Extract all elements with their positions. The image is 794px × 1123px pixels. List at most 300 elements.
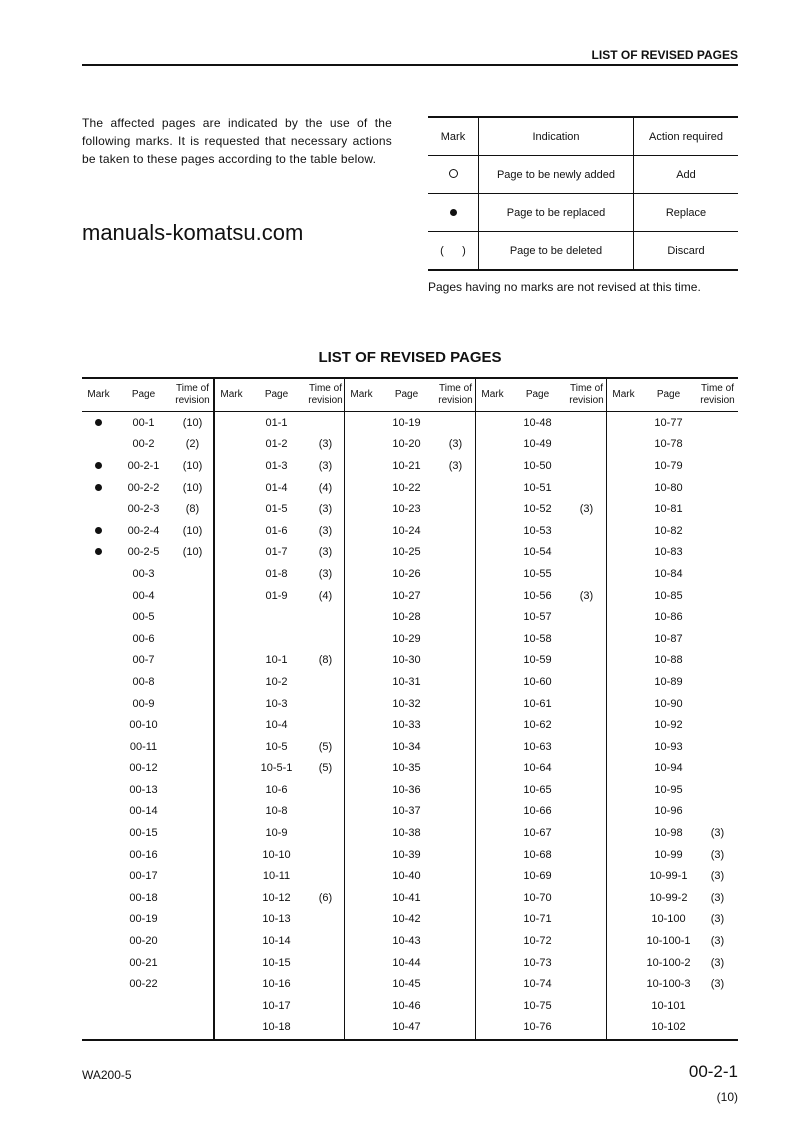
header-action: Action required <box>634 117 739 156</box>
page-cell: 10-64 <box>523 762 552 775</box>
page-cell: 10-83 <box>654 546 683 559</box>
table-row <box>215 1017 346 1039</box>
page-cell: 10-58 <box>523 632 552 645</box>
table-row <box>345 671 476 693</box>
table-row <box>345 801 476 823</box>
column-group-4 <box>475 379 607 1039</box>
header-mark: Mark <box>428 117 479 156</box>
page-cell: 10-15 <box>262 956 291 969</box>
table-row <box>345 887 476 909</box>
table-row <box>607 477 738 499</box>
revision-cell: (10) <box>182 459 203 472</box>
marks-row-add <box>428 156 738 194</box>
table-row <box>215 822 346 844</box>
page-cell: 01-4 <box>265 481 288 494</box>
table-row <box>476 736 607 758</box>
table-row <box>607 995 738 1017</box>
table-row <box>607 585 738 607</box>
revision-cell: (5) <box>318 740 333 753</box>
page-cell: 10-33 <box>392 719 421 732</box>
table-row <box>345 779 476 801</box>
table-row <box>82 973 213 995</box>
page-cell: 10-43 <box>392 935 421 948</box>
table-row <box>345 930 476 952</box>
page-cell: 10-20 <box>392 438 421 451</box>
revision-cell: (3) <box>710 870 725 883</box>
mark-cell <box>428 194 479 232</box>
table-row <box>215 930 346 952</box>
table-row <box>345 563 476 585</box>
revision-cell: (10) <box>182 524 203 537</box>
table-row <box>476 628 607 650</box>
column-header <box>345 379 476 412</box>
table-row <box>82 693 213 715</box>
page-cell: 10-69 <box>523 870 552 883</box>
filled-dot-icon <box>95 548 102 555</box>
page-cell: 10-2 <box>265 675 288 688</box>
revision-cell: (3) <box>579 503 594 516</box>
page-cell: 10-72 <box>523 935 552 948</box>
table-row <box>476 758 607 780</box>
table-row <box>82 865 213 887</box>
table-row <box>215 434 346 456</box>
header-time-line2: revision <box>308 395 343 406</box>
table-row <box>215 779 346 801</box>
table-row <box>82 930 213 952</box>
column-group-3 <box>344 379 476 1039</box>
page-cell: 00-16 <box>129 848 158 861</box>
page-cell: 10-17 <box>262 999 291 1012</box>
page-cell: 10-5-1 <box>260 762 293 775</box>
page-cell: 10-35 <box>392 762 421 775</box>
revision-cell: (10) <box>182 546 203 559</box>
page-cell: 10-42 <box>392 913 421 926</box>
page-cell: 10-47 <box>392 1021 421 1034</box>
page-cell: 10-62 <box>523 719 552 732</box>
column-header <box>215 379 346 412</box>
table-row <box>607 628 738 650</box>
page-cell: 10-76 <box>523 1021 552 1034</box>
table-row <box>215 542 346 564</box>
table-row <box>345 693 476 715</box>
table-row <box>607 736 738 758</box>
marks-legend-table <box>428 116 738 271</box>
table-row <box>476 714 607 736</box>
revision-cell: (2) <box>185 438 200 451</box>
action: Replace <box>634 194 739 232</box>
table-row <box>82 822 213 844</box>
revision-cell: (4) <box>318 589 333 602</box>
table-row <box>607 434 738 456</box>
page-cell: 00-9 <box>132 697 155 710</box>
revision-cell: (5) <box>318 762 333 775</box>
table-row <box>476 779 607 801</box>
table-row <box>345 585 476 607</box>
table-row <box>82 671 213 693</box>
header-time-line1: Time of <box>570 383 603 394</box>
page-cell: 00-15 <box>129 827 158 840</box>
mark-cell <box>428 156 479 194</box>
page-cell: 10-63 <box>523 740 552 753</box>
page-cell: 10-93 <box>654 740 683 753</box>
page-cell: 00-17 <box>129 870 158 883</box>
table-row <box>215 973 346 995</box>
page-cell: 10-85 <box>654 589 683 602</box>
table-row <box>215 455 346 477</box>
page-cell: 10-1 <box>265 654 288 667</box>
watermark: manuals-komatsu.com <box>82 220 304 245</box>
page-cell: 00-2-1 <box>127 459 160 472</box>
table-row <box>215 952 346 974</box>
table-row <box>345 498 476 520</box>
page-cell: 01-1 <box>265 416 288 429</box>
action: Add <box>634 156 739 194</box>
header-time-line1: Time of <box>176 383 209 394</box>
page-cell: 10-27 <box>392 589 421 602</box>
page-cell: 00-10 <box>129 719 158 732</box>
table-row <box>476 909 607 931</box>
table-row <box>345 714 476 736</box>
page-cell: 10-75 <box>523 999 552 1012</box>
page-cell: 10-74 <box>523 978 552 991</box>
revision-cell: (3) <box>318 459 333 472</box>
table-row <box>215 995 346 1017</box>
page-cell: 10-79 <box>654 459 683 472</box>
page-cell: 00-2 <box>132 438 155 451</box>
page-cell: 10-70 <box>523 891 552 904</box>
page-cell: 10-12 <box>262 891 291 904</box>
table-row <box>215 563 346 585</box>
table-row <box>82 758 213 780</box>
table-row <box>476 520 607 542</box>
intro-paragraph: The affected pages are indicated by the use of the following marks. It is requested that necessary actions be taken to these pages according to the table below. <box>82 116 392 166</box>
table-row <box>607 714 738 736</box>
table-row <box>215 758 346 780</box>
page-cell: 00-21 <box>129 956 158 969</box>
page-cell: 10-96 <box>654 805 683 818</box>
table-row <box>215 477 346 499</box>
table-row <box>476 822 607 844</box>
page-cell: 10-101 <box>651 999 686 1012</box>
table-row <box>345 434 476 456</box>
page-cell: 10-100-3 <box>646 978 691 991</box>
page-cell: 10-68 <box>523 848 552 861</box>
page-cell: 10-19 <box>392 416 421 429</box>
table-row <box>345 952 476 974</box>
page-cell: 00-5 <box>132 611 155 624</box>
header-time-line1: Time of <box>439 383 472 394</box>
header-time-of-revision <box>697 383 738 407</box>
table-row <box>607 844 738 866</box>
table-row <box>476 498 607 520</box>
model-number: WA200-5 <box>82 1068 132 1082</box>
table-row <box>476 801 607 823</box>
page-cell: 10-51 <box>523 481 552 494</box>
page-cell: 10-87 <box>654 632 683 645</box>
page-cell: 10-61 <box>523 697 552 710</box>
page-cell: 00-18 <box>129 891 158 904</box>
header-time-line2: revision <box>700 395 735 406</box>
header-time-line1: Time of <box>309 383 342 394</box>
header-time-line2: revision <box>175 395 210 406</box>
revision-cell: (3) <box>579 589 594 602</box>
table-row <box>345 865 476 887</box>
table-row <box>607 887 738 909</box>
table-row <box>215 650 346 672</box>
page-cell: 00-1 <box>132 416 155 429</box>
page-cell: 10-4 <box>265 719 288 732</box>
page-cell: 10-38 <box>392 827 421 840</box>
page-cell: 10-50 <box>523 459 552 472</box>
table-row <box>607 779 738 801</box>
page-cell: 10-24 <box>392 524 421 537</box>
page-cell: 10-37 <box>392 805 421 818</box>
table-row <box>215 606 346 628</box>
table-row <box>607 606 738 628</box>
page-cell: 10-99-1 <box>649 870 688 883</box>
marks-header-row <box>428 117 738 156</box>
page-cell: 10-65 <box>523 783 552 796</box>
table-row <box>215 498 346 520</box>
revision-cell: (3) <box>710 978 725 991</box>
table-row <box>215 844 346 866</box>
page-cell: 10-92 <box>654 719 683 732</box>
table-row <box>215 693 346 715</box>
table-row <box>476 865 607 887</box>
table-row <box>82 736 213 758</box>
page-cell: 10-67 <box>523 827 552 840</box>
table-row <box>607 930 738 952</box>
table-row <box>607 455 738 477</box>
page-cell: 10-23 <box>392 503 421 516</box>
table-row <box>607 822 738 844</box>
page-cell: 00-14 <box>129 805 158 818</box>
revision-cell: (3) <box>710 956 725 969</box>
header-time-line2: revision <box>569 395 604 406</box>
column-header <box>82 379 213 412</box>
table-row <box>345 542 476 564</box>
indication: Page to be replaced <box>479 194 634 232</box>
page-cell: 00-4 <box>132 589 155 602</box>
page-cell: 00-12 <box>129 762 158 775</box>
page-number: 00-2-1 <box>688 1062 738 1081</box>
page-cell: 10-9 <box>265 827 288 840</box>
filled-dot-icon <box>450 209 457 216</box>
indication: Page to be newly added <box>479 156 634 194</box>
table-row <box>215 714 346 736</box>
table-row <box>476 671 607 693</box>
table-row <box>82 542 213 564</box>
table-row <box>345 650 476 672</box>
page-cell: 10-71 <box>523 913 552 926</box>
table-row <box>345 520 476 542</box>
table-row <box>345 909 476 931</box>
revision-cell: (3) <box>318 546 333 559</box>
page-cell: 10-100 <box>651 913 686 926</box>
header-page: Page <box>131 389 156 400</box>
page-cell: 10-102 <box>651 1021 686 1034</box>
page-cell: 10-90 <box>654 697 683 710</box>
marks-row-replace <box>428 194 738 232</box>
page-cell: 10-21 <box>392 459 421 472</box>
page-cell: 10-99-2 <box>649 891 688 904</box>
table-row <box>476 844 607 866</box>
table-row <box>476 606 607 628</box>
revision-cell: (3) <box>710 891 725 904</box>
note-text: Pages having no marks are not revised at this time. <box>428 280 701 294</box>
page-cell: 01-6 <box>265 524 288 537</box>
page-cell: 10-49 <box>523 438 552 451</box>
table-row <box>82 585 213 607</box>
page-cell: 10-5 <box>265 740 288 753</box>
table-row <box>345 628 476 650</box>
page-cell: 10-94 <box>654 762 683 775</box>
revision-cell: (10) <box>182 481 203 494</box>
table-row <box>476 585 607 607</box>
table-row <box>607 1017 738 1039</box>
page-cell: 10-11 <box>262 870 291 883</box>
mark-cell <box>82 417 115 429</box>
page-cell: 00-2-5 <box>127 546 160 559</box>
page-cell: 10-56 <box>523 589 552 602</box>
table-row <box>476 930 607 952</box>
revision-cell: (8) <box>318 654 333 667</box>
table-row <box>476 952 607 974</box>
table-row <box>82 887 213 909</box>
column-group-2 <box>213 379 346 1039</box>
revision-number: (10) <box>716 1090 738 1104</box>
page-cell: 10-6 <box>265 783 288 796</box>
table-row <box>607 952 738 974</box>
page-cell: 00-11 <box>129 740 158 753</box>
table-row <box>82 714 213 736</box>
mark-cell <box>82 525 115 537</box>
table-row <box>82 477 213 499</box>
page-cell: 10-100-2 <box>646 956 691 969</box>
header-time-of-revision <box>305 383 346 407</box>
table-row <box>215 887 346 909</box>
table-row <box>345 822 476 844</box>
column-header <box>607 379 738 412</box>
revision-cell: (6) <box>318 891 333 904</box>
table-row <box>476 1017 607 1039</box>
page-cell: 10-22 <box>392 481 421 494</box>
revision-cell: (8) <box>185 503 200 516</box>
revision-cell: (3) <box>318 567 333 580</box>
table-row <box>82 779 213 801</box>
revision-cell: (3) <box>318 524 333 537</box>
table-row <box>607 758 738 780</box>
page-cell: 10-84 <box>654 567 683 580</box>
table-row <box>345 995 476 1017</box>
table-row <box>345 736 476 758</box>
header-mark: Mark <box>350 389 373 400</box>
table-row <box>215 865 346 887</box>
table-row <box>476 693 607 715</box>
table-row <box>215 801 346 823</box>
page-cell: 10-28 <box>392 611 421 624</box>
page-cell: 10-18 <box>262 1021 291 1034</box>
table-row <box>215 909 346 931</box>
page-cell: 00-6 <box>132 632 155 645</box>
table-row <box>476 650 607 672</box>
table-row <box>82 563 213 585</box>
page-cell: 10-77 <box>654 416 683 429</box>
revision-cell: (3) <box>710 848 725 861</box>
page-cell: 10-52 <box>523 503 552 516</box>
page-cell: 10-66 <box>523 805 552 818</box>
page-cell: 10-80 <box>654 481 683 494</box>
header-time-of-revision <box>172 383 213 407</box>
revision-cell: (4) <box>318 481 333 494</box>
page-cell: 01-9 <box>265 589 288 602</box>
table-row <box>215 585 346 607</box>
column-group-5 <box>606 379 738 1039</box>
table-row <box>82 801 213 823</box>
page-cell: 10-60 <box>523 675 552 688</box>
header-mark: Mark <box>87 389 110 400</box>
page-cell: 10-95 <box>654 783 683 796</box>
page-cell: 10-82 <box>654 524 683 537</box>
page-cell: 10-98 <box>654 827 683 840</box>
page-cell: 10-16 <box>262 978 291 991</box>
table-row <box>345 477 476 499</box>
table-row <box>607 650 738 672</box>
revision-cell: (10) <box>182 416 203 429</box>
header-time-of-revision <box>566 383 607 407</box>
revision-cell: (3) <box>710 935 725 948</box>
filled-dot-icon <box>95 484 102 491</box>
page-cell: 10-31 <box>392 675 421 688</box>
page-cell: 10-100-1 <box>646 935 691 948</box>
header-mark: Mark <box>612 389 635 400</box>
page-cell: 10-55 <box>523 567 552 580</box>
table-row <box>215 671 346 693</box>
page-cell: 10-8 <box>265 805 288 818</box>
table-row <box>476 563 607 585</box>
table-row <box>345 973 476 995</box>
indication: Page to be deleted <box>479 232 634 271</box>
action: Discard <box>667 244 705 257</box>
table-row <box>476 995 607 1017</box>
page-cell: 10-13 <box>262 913 291 926</box>
page-cell: 00-20 <box>129 935 158 948</box>
page-cell: 00-2-4 <box>127 524 160 537</box>
page-cell: 00-22 <box>129 978 158 991</box>
table-row <box>215 520 346 542</box>
page-cell: 10-36 <box>392 783 421 796</box>
header-indication: Indication <box>479 117 634 156</box>
table-row <box>607 671 738 693</box>
page-cell: 10-26 <box>392 567 421 580</box>
table-row <box>345 1017 476 1039</box>
mark-cell <box>82 482 115 494</box>
table-row <box>476 542 607 564</box>
table-row <box>82 498 213 520</box>
page-cell: 10-86 <box>654 611 683 624</box>
page-cell: 00-13 <box>129 783 158 796</box>
header-time-line2: revision <box>438 395 473 406</box>
page-cell: 10-53 <box>523 524 552 537</box>
page-cell: 10-78 <box>654 438 683 451</box>
table-row <box>476 412 607 434</box>
page-cell: 10-54 <box>523 546 552 559</box>
revision-cell: (3) <box>710 913 725 926</box>
header-page: Page <box>264 389 289 400</box>
page-cell: 10-88 <box>654 654 683 667</box>
page-cell: 10-29 <box>392 632 421 645</box>
circle-icon <box>449 169 458 178</box>
